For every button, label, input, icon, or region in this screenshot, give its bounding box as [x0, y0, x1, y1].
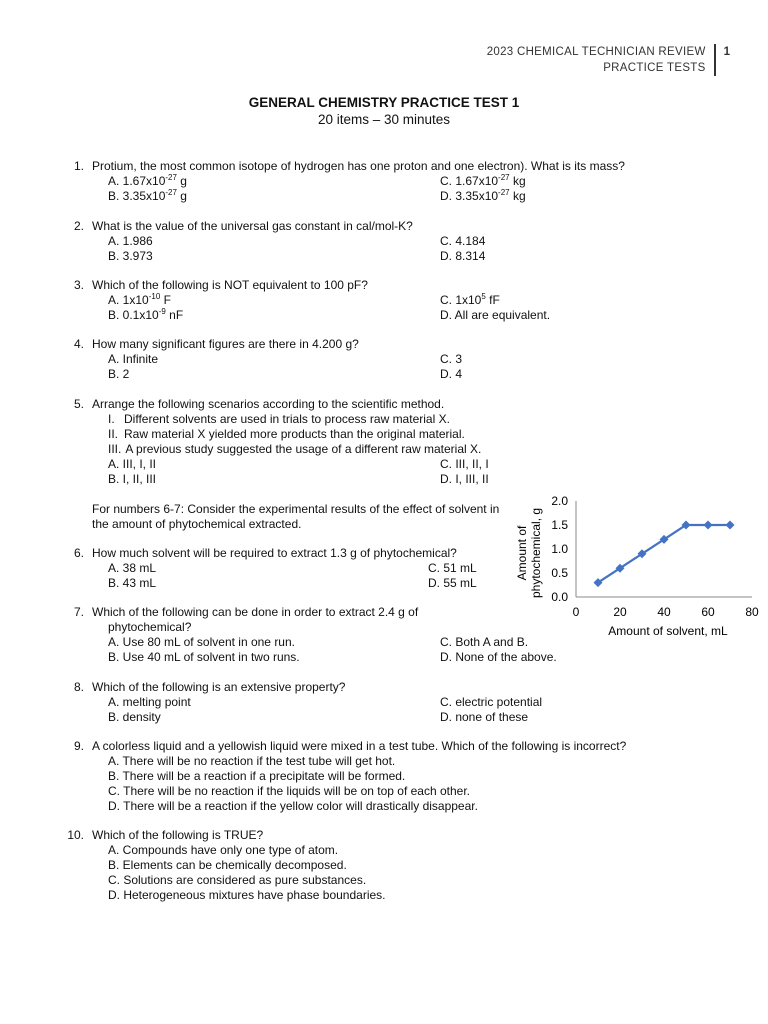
test-title: GENERAL CHEMISTRY PRACTICE TEST 1	[248, 95, 520, 110]
option-c[interactable]: C. $1.67x10^{-27}$ kg	[440, 173, 526, 188]
option-d[interactable]: D. 8.314	[440, 249, 486, 263]
option-b[interactable]: B. Use 40 mL of solvent in two runs.	[108, 650, 300, 664]
option-c[interactable]: C. 4.184	[440, 234, 486, 248]
data-points	[594, 521, 735, 588]
option-d[interactable]: D. 4	[440, 367, 463, 381]
option-a[interactable]: A. $1x10^{-10}$ F	[108, 292, 171, 307]
y-tick-label: 0.0	[551, 590, 568, 604]
y-axis-label-line1: Amount of	[515, 525, 529, 581]
x-tick-label: 0	[572, 605, 580, 619]
question-number: 5.	[73, 397, 84, 411]
y-tick-label: 1.0	[551, 542, 568, 556]
option-a[interactable]: A. III, I, II	[108, 457, 157, 471]
option-d[interactable]: D. $3.35x10^{-27}$ kg	[440, 188, 526, 203]
question-text: Protium, the most common isotope of hydrogen has one proton and one electron). What is its mass?	[92, 159, 625, 173]
option-b[interactable]: B. 2	[108, 367, 130, 381]
option-d[interactable]: D. none of these	[440, 710, 529, 724]
question-number: 8.	[73, 680, 84, 694]
option-c[interactable]: C. III, II, I	[440, 457, 489, 471]
option-c[interactable]: C. Solutions are considered as pure substances.	[108, 873, 367, 887]
option-a[interactable]: A. 38 mL	[108, 561, 157, 575]
question-4	[73, 337, 463, 382]
test-subtitle: 20 items – 30 minutes	[317, 112, 451, 127]
option-a[interactable]: A. There will be no reaction if the test tube will get hot.	[108, 754, 396, 768]
question-text: What is the value of the universal gas constant in cal/mol-K?	[92, 219, 413, 233]
option-a[interactable]: A. melting point	[108, 695, 191, 709]
x-axis-label: Amount of solvent, mL	[608, 624, 728, 638]
option-b[interactable]: B. 43 mL	[108, 576, 157, 590]
y-tick-label: 2.0	[551, 494, 568, 508]
option-d[interactable]: D. None of the above.	[440, 650, 557, 664]
option-a[interactable]: A. Use 80 mL of solvent in one run.	[108, 635, 295, 649]
question-number: 2.	[73, 219, 84, 233]
option-b[interactable]: B. $3.35x10^{-27}$ g	[108, 188, 187, 203]
x-tick-label: 60	[701, 605, 715, 619]
question-number: 7.	[73, 605, 84, 619]
question-number: 10.	[67, 828, 84, 842]
y-tick-label: 0.5	[551, 566, 568, 580]
question-text-continued: phytochemical?	[108, 620, 192, 634]
question-text: Arrange the following scenarios according to the scientific method.	[92, 397, 445, 411]
option-a[interactable]: A. $1.67x10^{-27}$ g	[108, 173, 187, 188]
question-text: Which of the following can be done in order to extract 2.4 g of	[92, 605, 419, 619]
question-text: How much solvent will be required to extract 1.3 g of phytochemical?	[92, 546, 457, 560]
header-line2: PRACTICE TESTS	[603, 62, 706, 74]
question-text: How many significant figures are there in 4.200 g?	[92, 337, 359, 351]
scenario-2: II. Raw material X yielded more products than the original material.	[108, 427, 465, 441]
question-2	[73, 219, 486, 264]
series-line	[598, 525, 730, 583]
x-tick-label: 80	[745, 605, 759, 619]
header-line1: 2023 CHEMICAL TECHNICIAN REVIEW	[486, 46, 706, 58]
option-b[interactable]: B. Elements can be chemically decomposed.	[108, 858, 347, 872]
question-text: Which of the following is TRUE?	[92, 828, 264, 842]
option-b[interactable]: B. There will be a reaction if a precipitate will be formed.	[108, 769, 406, 783]
question-8	[73, 680, 543, 725]
question-number: 6.	[73, 546, 84, 560]
option-c[interactable]: C. Both A and B.	[440, 635, 529, 649]
test-title-block	[0, 94, 768, 129]
data-point-marker	[726, 521, 735, 530]
instructions-6-7: For numbers 6-7: Consider the experimental results of the effect of solvent in the amount of phytochemical extracted.	[92, 502, 500, 531]
question-text: Which of the following is an extensive property?	[92, 680, 346, 694]
x-tick-label: 40	[657, 605, 671, 619]
option-d[interactable]: D. 55 mL	[428, 576, 477, 590]
page-number: 1	[723, 46, 730, 58]
question-number: 9.	[73, 739, 84, 753]
question-number: 4.	[73, 337, 84, 351]
question-3	[73, 278, 551, 323]
option-c[interactable]: C. 3	[440, 352, 463, 366]
scenario-1: I. Different solvents are used in trials to process raw material X.	[108, 412, 450, 426]
option-c[interactable]: C. electric potential	[440, 695, 543, 709]
question-5	[73, 397, 489, 487]
y-tick-labels	[551, 494, 568, 604]
option-d[interactable]: D. Heterogeneous mixtures have phase boundaries.	[108, 888, 386, 902]
option-c[interactable]: C. There will be no reaction if the liquids will be on top of each other.	[108, 784, 470, 798]
scenario-3: III. A previous study suggested the usage of a different raw material X.	[108, 442, 482, 456]
option-b[interactable]: B. 3.973	[108, 249, 153, 263]
question-number: 1.	[73, 159, 84, 173]
data-point-marker	[704, 521, 713, 530]
option-b[interactable]: B. $0.1x10^{-9}$ nF	[108, 307, 184, 322]
question-text: A colorless liquid and a yellowish liquid were mixed in a test tube. Which of the following is incorrect?	[92, 739, 627, 753]
x-tick-labels	[573, 605, 759, 619]
option-b[interactable]: B. density	[108, 710, 161, 724]
x-tick-label: 20	[613, 605, 627, 619]
question-text: Which of the following is NOT equivalent to 100 pF?	[92, 278, 368, 292]
y-axis-label-line2: phytochemical, g	[529, 507, 543, 599]
option-c[interactable]: C. 51 mL	[428, 561, 477, 575]
question-9	[73, 739, 627, 814]
y-tick-label: 1.5	[551, 518, 568, 532]
option-a[interactable]: A. Infinite	[108, 352, 159, 366]
question-1	[73, 159, 625, 204]
question-10	[67, 828, 386, 903]
option-b[interactable]: B. I, II, III	[108, 472, 157, 486]
option-c[interactable]: C. $1x10^5$ fF	[440, 292, 500, 307]
option-a[interactable]: A. Compounds have only one type of atom.	[108, 843, 339, 857]
question-7	[73, 605, 557, 665]
y-axis-label	[515, 508, 543, 598]
question-6	[73, 546, 477, 591]
option-d[interactable]: D. There will be a reaction if the yellow color will drastically disappear.	[108, 799, 478, 813]
option-a[interactable]: A. 1.986	[108, 234, 153, 248]
page-header	[487, 44, 730, 76]
option-d[interactable]: D. All are equivalent.	[440, 308, 551, 322]
question-number: 3.	[73, 278, 84, 292]
header-title	[487, 44, 716, 76]
option-d[interactable]: D. I, III, II	[440, 472, 489, 486]
